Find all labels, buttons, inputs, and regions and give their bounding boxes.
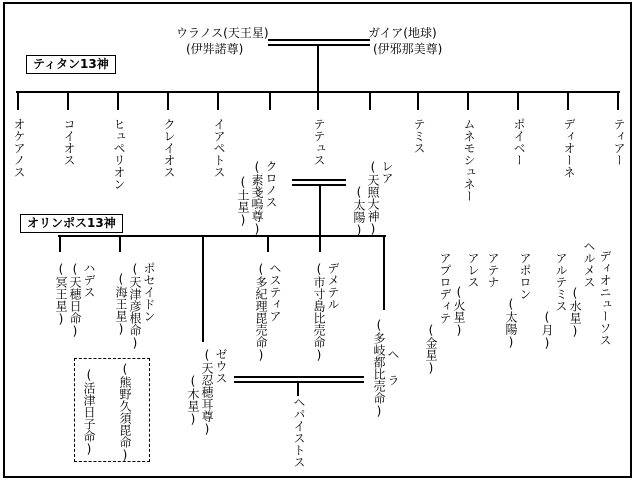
hephaistos-label: ヘパイストス	[292, 396, 306, 468]
demeter-label: デメテル	[326, 262, 340, 310]
hera-japanese: (多岐都比売命)	[372, 318, 386, 418]
kumano-label: (熊野久須毘命)	[118, 362, 132, 462]
apollo-label: アポロン	[518, 252, 532, 300]
gaia-japanese: (伊邪那美尊)	[373, 42, 443, 56]
ikutsuhiko-label: (活津日子命)	[82, 368, 96, 456]
artemis-planet: (月)	[540, 310, 554, 350]
hermes-planet: (水星)	[568, 286, 582, 338]
aphrodite-node	[424, 252, 451, 375]
titan-phoebe: ポイベー	[512, 118, 526, 166]
poseidon-node	[114, 262, 155, 350]
hades-planet: (冥王星)	[54, 262, 68, 326]
ares-node	[452, 252, 479, 337]
titan-dione: ディオーネ	[562, 118, 576, 178]
uranus-label: ウラノス(天王星)	[176, 26, 269, 40]
artemis-label: アルテミス	[554, 252, 568, 312]
hestia-label: ヘスティア	[268, 262, 282, 322]
rhea-japanese: (天照大神)	[366, 160, 380, 236]
hera-node	[372, 318, 399, 418]
titan-theia: ティアー	[612, 118, 626, 166]
titan-tethys: テテュス	[312, 118, 326, 166]
hermes-node	[568, 240, 595, 338]
kronos-label: クロノス	[264, 160, 278, 208]
poseidon-japanese: (天津彦根命)	[128, 262, 142, 350]
gaia-label: ガイア(地球)	[368, 26, 437, 40]
titan-coeus: コイオス	[62, 118, 76, 166]
zeus-label: ゼウス	[214, 348, 228, 384]
poseidon-label: ポセイドン	[142, 262, 156, 322]
zeus-japanese: (天忍穂耳尊)	[200, 348, 214, 436]
poseidon-planet: (海王星)	[114, 272, 128, 336]
apollo-planet: (太陽)	[504, 297, 518, 349]
rhea-node	[352, 160, 393, 237]
zeus-node	[186, 348, 227, 436]
artemis-node	[540, 252, 567, 350]
hera-label: ヘ ラ	[386, 348, 400, 386]
hades-japanese: (天穂日命)	[68, 262, 82, 338]
kronos-planet: (土星)	[236, 175, 250, 227]
dionysus-label: ディオニューソス	[598, 250, 612, 346]
demeter-japanese: (市寸島比売命)	[312, 262, 326, 362]
kronos-japanese: (素戔嗚尊)	[250, 160, 264, 236]
hermes-label: ヘルメス	[582, 240, 596, 288]
uranus-japanese: (伊弉諾尊)	[186, 42, 244, 56]
rhea-label: レア	[380, 160, 394, 184]
titan-hyperion: ヒュペリオン	[112, 118, 126, 190]
titan-oceanus: オケアノス	[12, 118, 26, 178]
apollo-node	[504, 252, 531, 349]
zeus-planet: (木星)	[186, 374, 200, 426]
titan-mnemosyne: ムネモシュネー	[462, 118, 476, 202]
ares-planet: (火星)	[452, 285, 466, 337]
titan-group-label: ティタン13神	[26, 55, 116, 74]
demeter-node	[312, 262, 339, 362]
olympus-group-label: オリンポス13神	[20, 214, 123, 233]
aphrodite-label: アプロディテ	[438, 252, 452, 324]
rhea-planet: (太陽)	[352, 185, 366, 237]
titan-crius: クレイオス	[162, 118, 176, 178]
hestia-node	[254, 262, 281, 362]
kronos-node	[236, 160, 277, 236]
hades-label: ハデス	[82, 262, 96, 298]
titan-iapetus: イアペトス	[212, 118, 226, 178]
titan-themis: テミス	[412, 118, 426, 154]
athena-label: アテナ	[486, 252, 500, 288]
hades-node	[54, 262, 95, 338]
hestia-japanese: (多紀理毘売命)	[254, 262, 268, 362]
aphrodite-planet: (金星)	[424, 323, 438, 375]
ares-label: アレス	[466, 252, 480, 288]
